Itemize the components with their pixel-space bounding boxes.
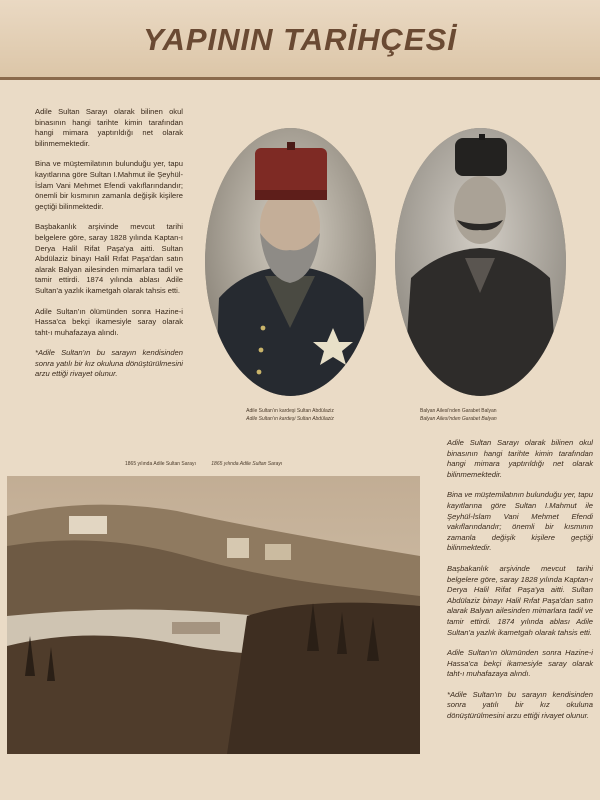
portrait-right-caption-italic: Balyan Ailesi'nden Garabet Balyan — [420, 416, 497, 422]
portrait-right-caption — [420, 407, 540, 423]
portrait-garabet-balyan — [395, 128, 566, 396]
left-paragraph-2: Bina ve müştemilatının bulunduğu yer, tapu kayıtlarına göre Sultan I.Mahmut ile Şeyhül-İslam Vani Mehmet Efendi vakıflarındandır; önemli bir kısmının zamanla değişik kişilere geçtiği bilinmektedir. — [35, 159, 183, 211]
left-paragraph-1: Adile Sultan Sarayı olarak bilinen okul binasının hangi tarihte kimin tarafından hangi mimara yaptırıldığı net olarak bilinmemektedir. — [35, 107, 183, 148]
page-title: YAPININ TARİHÇESİ — [143, 22, 457, 57]
portrait-sultan-abdulaziz — [205, 128, 376, 396]
portrait-left-caption-italic: Adile Sultan'ın kardeşi Sultan Abdülaziz — [246, 416, 334, 422]
photo-caption-italic: 1865 yılında Adile Sultan Sarayı — [211, 461, 283, 467]
right-paragraph-4: Adile Sultan'ın ölümünden sonra Hazine-i Hassa'ca bekçi ikamesiyle saray olarak taht-ı muhafazaya alındı. — [447, 648, 593, 679]
left-paragraph-4: Adile Sultan'ın ölümünden sonra Hazine-i Hassa'ca bekçi ikamesiyle saray olarak taht-ı muhafazaya alındı. — [35, 306, 183, 337]
left-note: *Adile Sultan'ın bu sarayın kendisinden sonra yatılı bir kız okuluna dönüştürülmesini arzu ettiği rivayet olunur. — [35, 348, 183, 379]
portrait-left-caption-text: Adile Sultan'ın kardeşi Sultan Abdülaziz — [246, 408, 334, 414]
right-paragraph-3: Başbakanlık arşivinde mevcut tarihi belgelere göre, saray 1828 yılında Kaptan-ı Derya Halil Rifat Paşa'ya aitti. Sultan Abdülaziz binayı Halil Rıfat Paşa'dan satın alarak Balyan ailesinden mimarlara tadil ve tamir ettirdi. 1874 yılında ablası Adile Sultan'a yazlık ikametgah olarak tahsis etti. — [447, 563, 593, 637]
right-text-column — [447, 438, 593, 732]
page-header — [0, 0, 600, 80]
portrait-left-caption — [215, 407, 365, 423]
right-paragraph-2: Bina ve müştemilatının bulunduğu yer, tapu kayıtlarına göre Sultan I.Mahmut ile Şeyhül-İslam Vani Mehmet Efendi vakıflarındandır; önemli bir kısmının zamanla değişik kişilere geçtiği bilinmektedir. — [447, 490, 593, 553]
photo-caption-text: 1865 yılında Adile Sultan Sarayı — [125, 461, 196, 467]
portrait-right-caption-text: Balyan Ailesi'nden Garabet Balyan — [420, 408, 497, 414]
left-paragraph-3: Başbakanlık arşivinde mevcut tarihi belgelere göre, saray 1828 yılında Kaptan-ı Derya Halil Rifat Paşa'ya aitti. Sultan Abdülaziz binayı Halil Rıfat Paşa'dan satın alarak Balyan ailesinden mimarlara tadil ve tamir ettirdi. 1874 yılında ablası Adile Sultan'a yazlık ikametgah olarak tahsis etti. — [35, 222, 183, 295]
left-text-column — [35, 107, 183, 390]
right-note: *Adile Sultan'ın bu sarayın kendisinden sonra yatılı bir kız okuluna dönüştürülmesini arzu ettiği rivayet olunur. — [447, 689, 593, 721]
right-paragraph-1: Adile Sultan Sarayı olarak bilinen okul binasının hangi tarihte kimin tarafından hangi mimara yaptırıldığı net olarak bilinmemektedir. — [447, 438, 593, 479]
photo-caption — [125, 461, 405, 467]
historic-bosphorus-photo — [7, 476, 420, 754]
